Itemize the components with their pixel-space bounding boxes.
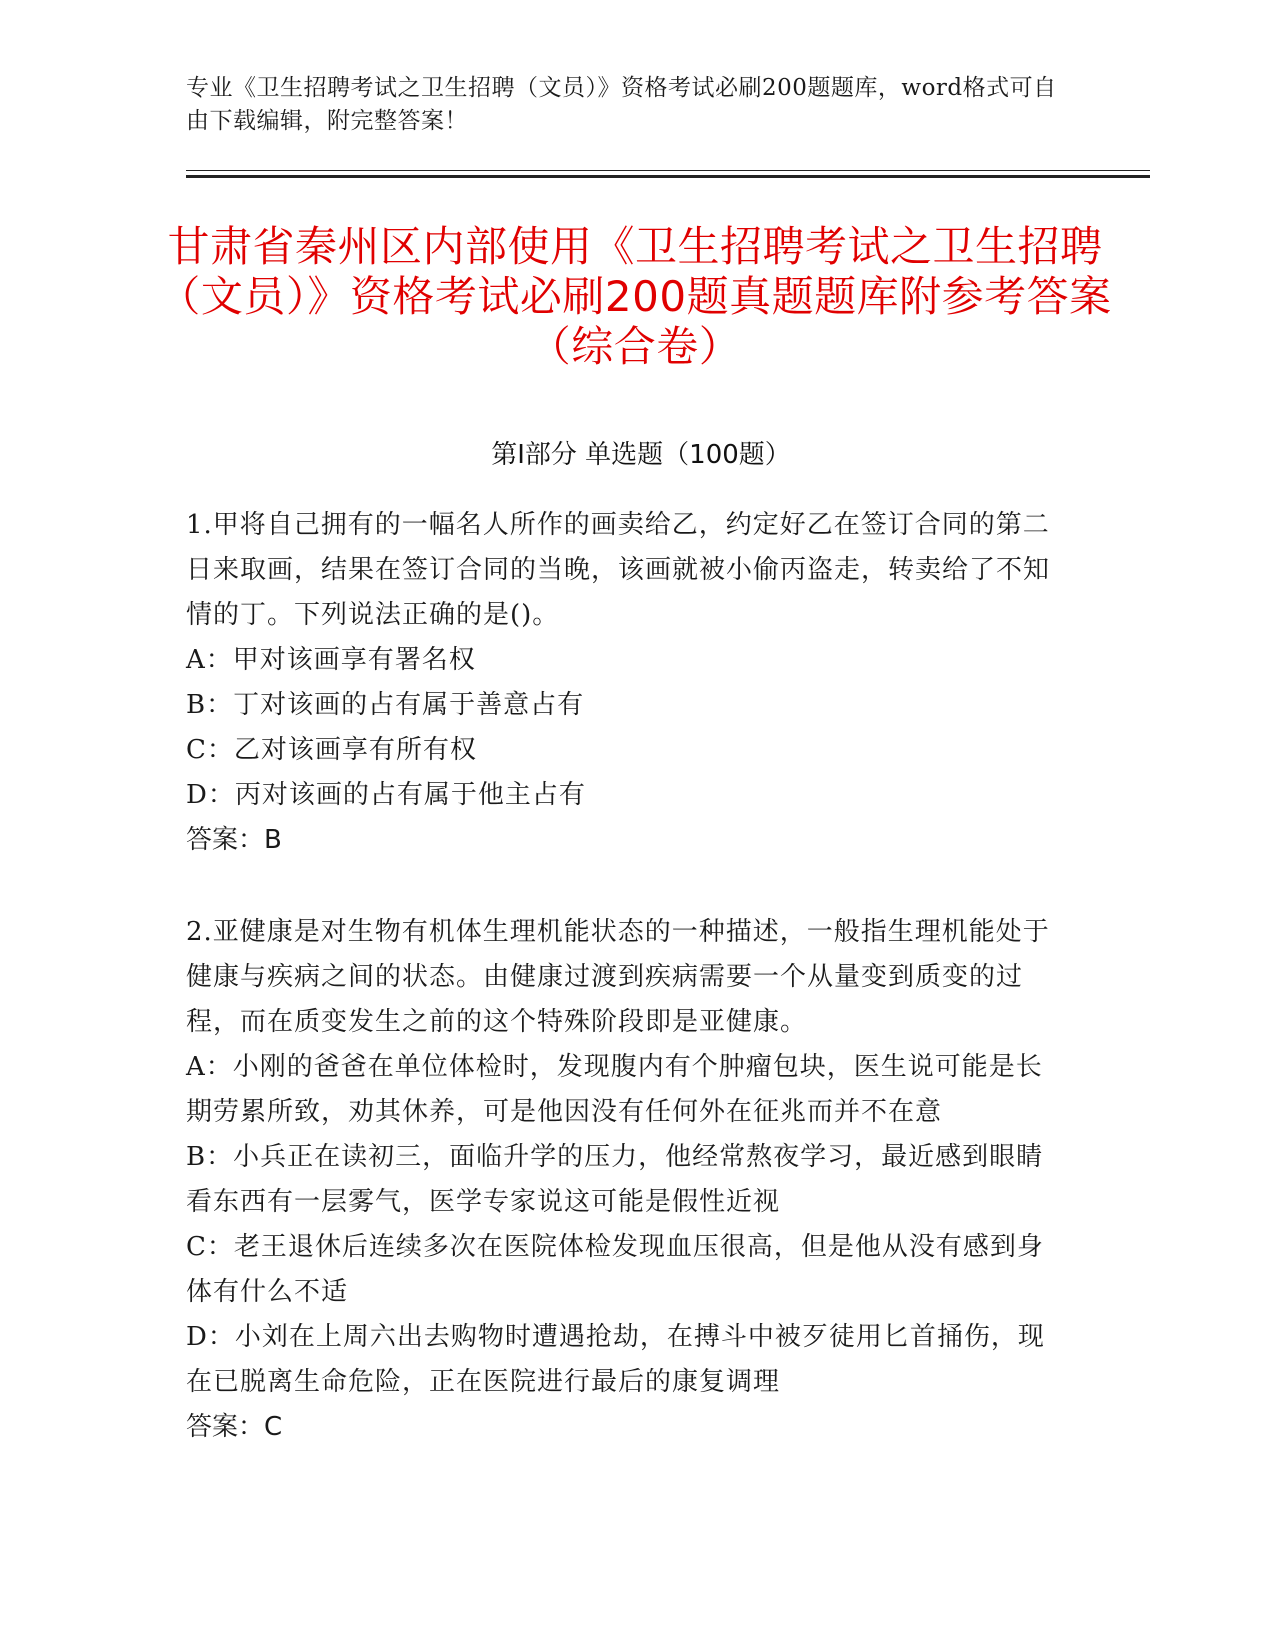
document-title: 甘肃省秦州区内部使用《卫生招聘考试之卫生招聘（文员）》资格考试必刷200题真题题库附参考答案（综合卷） <box>158 222 1112 371</box>
option-c: C：乙对该画享有所有权 <box>186 735 477 765</box>
header-divider-thick <box>186 175 1150 178</box>
answer: 答案：B <box>186 825 282 855</box>
question-1 <box>186 503 1066 863</box>
header-note: 专业《卫生招聘考试之卫生招聘（文员）》资格考试必刷200题题库，word格式可自由下载编辑，附完整答案！ <box>186 75 1057 134</box>
option-d: D：小刘在上周六出去购物时遭遇抢劫，在搏斗中被歹徒用匕首捅伤，现在已脱离生命危险，正在医院进行最后的康复调理 <box>186 1322 1045 1397</box>
option-b: B：丁对该画的占有属于善意占有 <box>186 690 585 720</box>
option-b: B：小兵正在读初三，面临升学的压力，他经常熬夜学习，最近感到眼睛看东西有一层雾气，医学专家说这可能是假性近视 <box>186 1142 1044 1217</box>
option-d: D：丙对该画的占有属于他主占有 <box>186 780 586 810</box>
section-title: 第Ⅰ部分 单选题（100题） <box>491 440 791 470</box>
header-divider-thin <box>186 170 1150 171</box>
question-stem: 1.甲将自己拥有的一幅名人所作的画卖给乙，约定好乙在签订合同的第二日来取画，结果在签订合同的当晚，该画就被小偷丙盗走，转卖给了不知情的丁。下列说法正确的是()。 <box>186 510 1051 630</box>
option-a: A：小刚的爸爸在单位体检时，发现腹内有个肿瘤包块，医生说可能是长期劳累所致，劝其休养，可是他因没有任何外在征兆而并不在意 <box>186 1052 1043 1127</box>
option-a: A：甲对该画享有署名权 <box>186 645 476 675</box>
answer: 答案：C <box>186 1412 283 1442</box>
question-stem: 2.亚健康是对生物有机体生理机能状态的一种描述，一般指生理机能处于健康与疾病之间的状态。由健康过渡到疾病需要一个从量变到质变的过程，而在质变发生之前的这个特殊阶段即是亚健康。 <box>186 917 1050 1037</box>
question-2 <box>186 910 1066 1450</box>
option-c: C：老王退休后连续多次在医院体检发现血压很高，但是他从没有感到身体有什么不适 <box>186 1232 1044 1307</box>
